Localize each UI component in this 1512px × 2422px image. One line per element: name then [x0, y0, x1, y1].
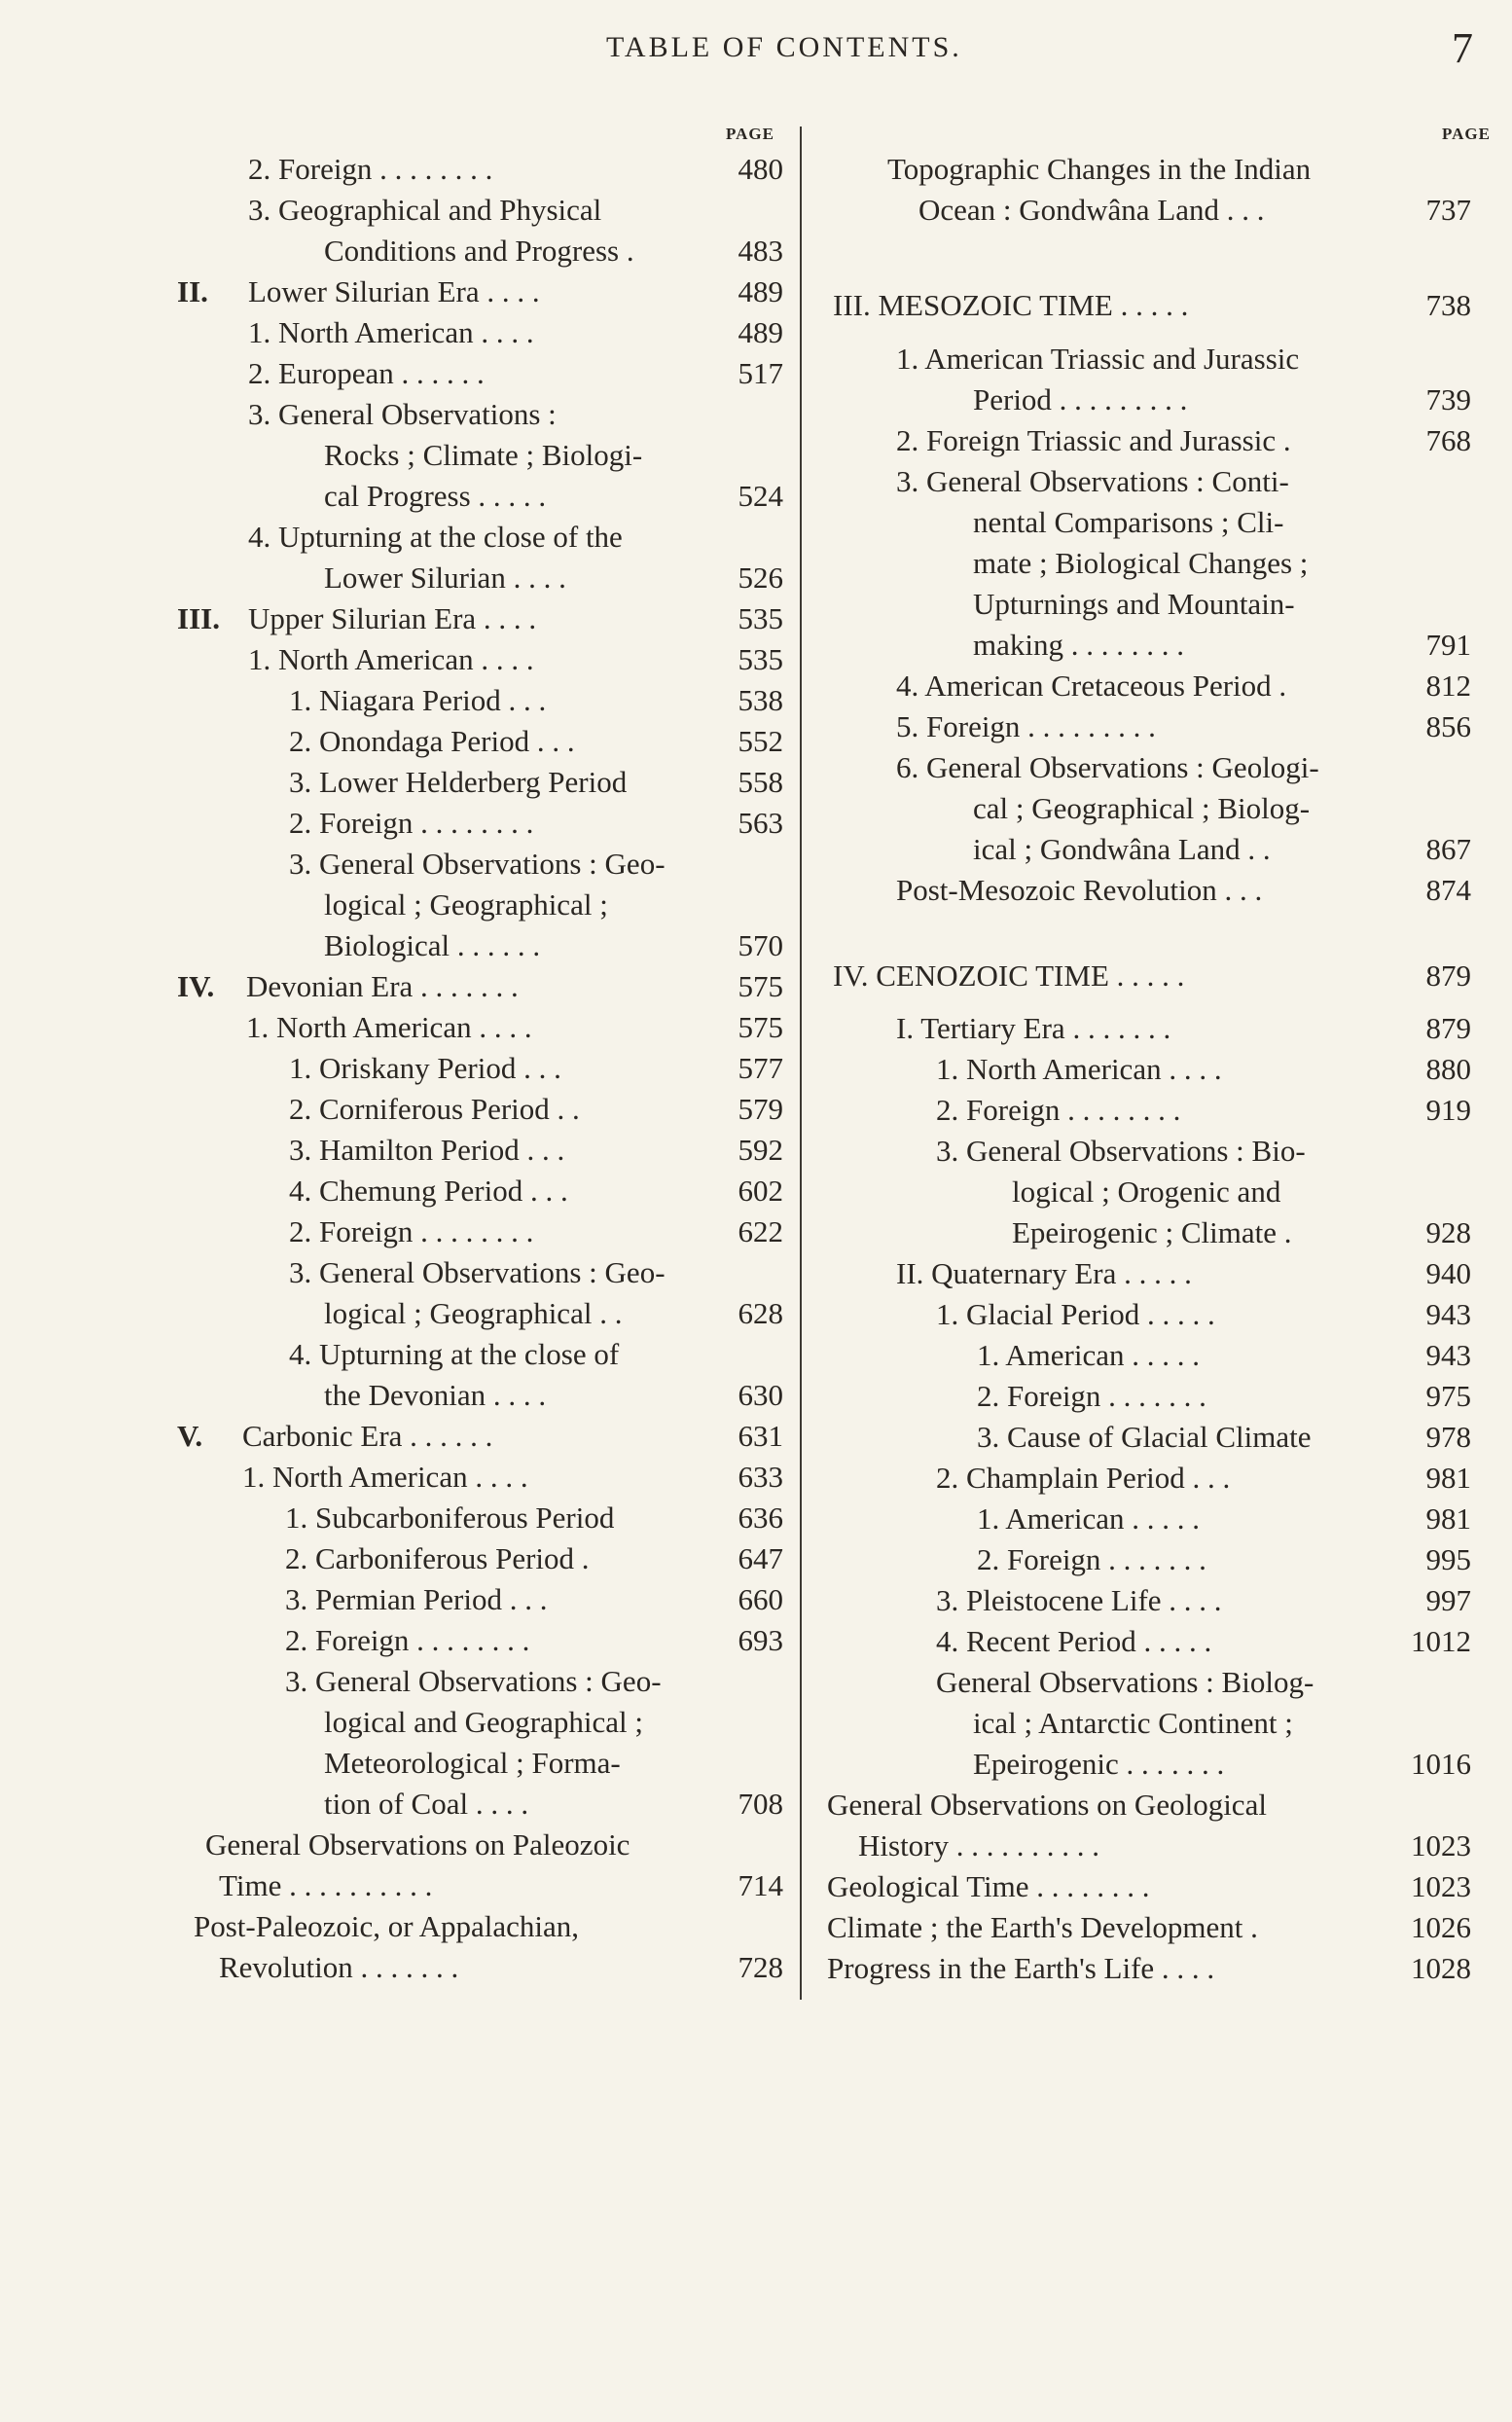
toc-entry-page: 1026 — [1411, 1910, 1471, 1944]
toc-entry-page: 552 — [738, 724, 783, 758]
toc-entry-page: 856 — [1425, 709, 1471, 743]
toc-entry-title: Climate ; the Earth's Development . — [827, 1910, 1258, 1944]
toc-entry-page: 997 — [1425, 1583, 1471, 1617]
toc-entry-title: 4. Upturning at the close of — [289, 1337, 620, 1371]
toc-entry — [0, 1458, 1512, 1499]
toc-entry-page: 708 — [738, 1787, 783, 1821]
toc-entry-title: 1. North American . . . . — [242, 1460, 528, 1494]
toc-entry-title: Conditions and Progress . — [324, 234, 634, 268]
toc-entry-title: 3. General Observations : — [248, 397, 557, 431]
toc-entry-title: Epeirogenic . . . . . . . — [973, 1747, 1225, 1781]
toc-entry-page: 660 — [738, 1582, 783, 1616]
toc-entry-title: 2. Carboniferous Period . — [285, 1541, 590, 1575]
toc-entry-title: Meteorological ; Forma- — [324, 1746, 621, 1780]
toc-entry-page: 563 — [738, 806, 783, 840]
toc-entry-title: Lower Silurian . . . . — [324, 560, 566, 595]
toc-entry — [0, 1621, 1512, 1662]
right-page-label: PAGE — [1442, 125, 1491, 143]
toc-entry-title: 3. Geographical and Physical — [248, 193, 602, 227]
toc-entry — [0, 666, 1512, 706]
toc-entry-title: 1. Niagara Period . . . — [289, 683, 547, 717]
toc-entry — [0, 584, 1512, 625]
toc-entry — [0, 829, 1512, 870]
toc-entry-title: 3. Permian Period . . . — [285, 1582, 548, 1616]
toc-entry-title: Period . . . . . . . . . — [973, 382, 1188, 416]
toc-entry-page: 1028 — [1411, 1951, 1471, 1985]
toc-entry — [0, 1826, 1512, 1866]
toc-entry — [0, 1212, 1512, 1253]
toc-entry-title: Upturnings and Mountain- — [973, 587, 1295, 621]
toc-entry — [0, 870, 1512, 911]
toc-entry-title: 2. Corniferous Period . . — [289, 1092, 580, 1126]
toc-entry-title: ical ; Gondwâna Land . . — [973, 832, 1271, 866]
page-header — [0, 24, 1512, 80]
toc-entry — [0, 1417, 1512, 1458]
toc-entry-page: 867 — [1425, 832, 1471, 866]
toc-entry-page: 928 — [1425, 1215, 1471, 1249]
toc-entry-page: 489 — [738, 274, 783, 308]
toc-entry-title: 1. North American . . . . — [248, 642, 534, 676]
toc-entry — [0, 747, 1512, 788]
toc-entry — [0, 1662, 1512, 1703]
toc-entry-title: mate ; Biological Changes ; — [973, 546, 1309, 580]
toc-entry-page: 1023 — [1411, 1828, 1471, 1862]
toc-entry-title: 2. Foreign . . . . . . . . — [285, 1623, 530, 1657]
toc-entry-page: 739 — [1425, 382, 1471, 416]
toc-entry-title: Geological Time . . . . . . . . — [827, 1869, 1150, 1903]
toc-entry-page: 517 — [738, 356, 783, 390]
toc-entry-title: 3. General Observations : Bio- — [936, 1134, 1306, 1168]
toc-entry-title: General Observations : Biolog- — [936, 1665, 1314, 1699]
toc-entry-page: 943 — [1425, 1338, 1471, 1372]
toc-entry-page: 981 — [1425, 1501, 1471, 1536]
toc-entry-title: Rocks ; Climate ; Biologi- — [324, 438, 643, 472]
toc-entry-title: logical ; Geographical . . — [324, 1296, 623, 1330]
toc-entry-title: nental Comparisons ; Cli- — [973, 505, 1284, 539]
toc-entry-title: 2. Champlain Period . . . — [936, 1461, 1231, 1495]
toc-entry-title: Post-Paleozoic, or Appalachian, — [194, 1909, 580, 1943]
toc-entry-page: 535 — [738, 601, 783, 635]
toc-entry-title: 6. General Observations : Geologi- — [896, 750, 1319, 784]
toc-entry-title: Revolution . . . . . . . — [219, 1950, 459, 1984]
toc-entry — [0, 190, 1512, 231]
toc-entry-title: 2. Foreign . . . . . . . — [977, 1542, 1206, 1576]
toc-entry — [0, 1866, 1512, 1907]
toc-entry — [0, 380, 1512, 420]
toc-entry-title: 4. Chemung Period . . . — [289, 1174, 568, 1208]
toc-entry-page: 575 — [738, 969, 783, 1003]
toc-entry-page: 879 — [1425, 1011, 1471, 1045]
toc-entry-page: 1012 — [1411, 1624, 1471, 1658]
toc-entry-numeral: II. — [177, 274, 208, 308]
toc-entry-page: 714 — [738, 1868, 783, 1902]
toc-entry-title: 2. Onondaga Period . . . — [289, 724, 575, 758]
toc-entry-title: 4. American Cretaceous Period . — [896, 669, 1287, 703]
toc-entry-title: Ocean : Gondwâna Land . . . — [918, 193, 1265, 227]
toc-entry-title: 2. Foreign Triassic and Jurassic . — [896, 423, 1291, 457]
toc-entry-title: 3. Cause of Glacial Climate — [977, 1420, 1312, 1454]
toc-entry — [0, 1335, 1512, 1376]
toc-entry-page: 579 — [738, 1092, 783, 1126]
toc-entry-page: 768 — [1425, 423, 1471, 457]
toc-entry-title: 3. Hamilton Period . . . — [289, 1133, 565, 1167]
toc-entry-page: 622 — [738, 1214, 783, 1248]
toc-entry — [0, 1090, 1512, 1131]
toc-entry-title: IV. CENOZOIC TIME . . . . . — [833, 958, 1185, 993]
toc-entry-page: 526 — [738, 560, 783, 595]
page-number: 7 — [1452, 24, 1473, 72]
toc-entry-page: 631 — [738, 1419, 783, 1453]
toc-entry-page: 538 — [738, 683, 783, 717]
toc-entry-page: 483 — [738, 234, 783, 268]
toc-entry-title: 1. Glacial Period . . . . . — [936, 1297, 1215, 1331]
toc-entry — [0, 420, 1512, 461]
toc-entry-title: Devonian Era . . . . . . . — [246, 969, 519, 1003]
toc-entry-title: 1. American Triassic and Jurassic — [896, 342, 1300, 376]
toc-entry-title: General Observations on Paleozoic — [205, 1827, 630, 1862]
toc-entry-title: Epeirogenic ; Climate . — [1012, 1215, 1292, 1249]
toc-entry-numeral: III. — [177, 601, 220, 635]
toc-entry — [0, 706, 1512, 747]
toc-entry — [0, 1131, 1512, 1172]
toc-entry-title: tion of Coal . . . . — [324, 1787, 529, 1821]
toc-entry-page: 558 — [738, 765, 783, 799]
toc-entry — [0, 285, 1512, 326]
toc-entry-page: 480 — [738, 152, 783, 186]
toc-entry-page: 975 — [1425, 1379, 1471, 1413]
toc-entry-page: 728 — [738, 1950, 783, 1984]
toc-entry-page: 1023 — [1411, 1869, 1471, 1903]
toc-entry — [0, 1948, 1512, 1989]
toc-entry — [0, 231, 1512, 271]
toc-entry — [0, 1008, 1512, 1049]
toc-entry — [0, 1049, 1512, 1090]
toc-entry-title: 1. North American . . . . — [248, 315, 534, 349]
toc-entry-page: 535 — [738, 642, 783, 676]
toc-entry-title: Post-Mesozoic Revolution . . . — [896, 873, 1263, 907]
toc-entry-page: 737 — [1425, 193, 1471, 227]
toc-entry-title: 3. Pleistocene Life . . . . — [936, 1583, 1222, 1617]
toc-entry-title: 3. General Observations : Geo- — [285, 1664, 662, 1698]
toc-entry — [0, 502, 1512, 543]
toc-entry-page: 919 — [1425, 1093, 1471, 1127]
toc-entry-title: 1. North American . . . . — [936, 1052, 1222, 1086]
toc-entry-title: cal Progress . . . . . — [324, 479, 547, 513]
toc-entry-title: making . . . . . . . . — [973, 628, 1184, 662]
toc-entry — [0, 1785, 1512, 1826]
toc-entry-title: Progress in the Earth's Life . . . . — [827, 1951, 1215, 1985]
toc-entry-page: 636 — [738, 1500, 783, 1535]
toc-entry-numeral: V. — [177, 1419, 203, 1453]
toc-entry-title: Biological . . . . . . — [324, 928, 541, 962]
toc-entry-title: 1. American . . . . . — [977, 1338, 1201, 1372]
toc-entry-title: 2. European . . . . . . — [248, 356, 485, 390]
toc-entry-page: 874 — [1425, 873, 1471, 907]
toc-entry-page: 570 — [738, 928, 783, 962]
toc-entry-title: Lower Silurian Era . . . . — [248, 274, 540, 308]
toc-entry — [0, 1580, 1512, 1621]
left-page-label: PAGE — [726, 125, 774, 143]
toc-entry-title: 4. Recent Period . . . . . — [936, 1624, 1212, 1658]
toc-entry-title: III. MESOZOIC TIME . . . . . — [833, 288, 1189, 322]
toc-entry-title: II. Quaternary Era . . . . . — [896, 1256, 1192, 1290]
toc-entry — [0, 461, 1512, 502]
toc-entry — [0, 1744, 1512, 1785]
toc-entry — [0, 956, 1512, 996]
toc-entry-page: 647 — [738, 1541, 783, 1575]
toc-entry-title: 1. Subcarboniferous Period — [285, 1500, 615, 1535]
toc-entry-title: 4. Upturning at the close of the — [248, 520, 623, 554]
toc-entry — [0, 1499, 1512, 1539]
toc-entry-page: 592 — [738, 1133, 783, 1167]
toc-entry-page: 738 — [1425, 288, 1471, 322]
toc-entry — [0, 1539, 1512, 1580]
toc-entry-title: logical ; Geographical ; — [324, 887, 608, 922]
toc-entry — [0, 543, 1512, 584]
running-title: TABLE OF CONTENTS. — [606, 31, 962, 63]
toc-entry-page: 577 — [738, 1051, 783, 1085]
toc-entry-numeral: IV. — [177, 969, 215, 1003]
toc-entry-page: 524 — [738, 479, 783, 513]
toc-entry-title: General Observations on Geological — [827, 1788, 1267, 1822]
toc-entry-page: 602 — [738, 1174, 783, 1208]
toc-entry — [0, 1376, 1512, 1417]
toc-entry-title: Carbonic Era . . . . . . — [242, 1419, 493, 1453]
toc-entry-title: I. Tertiary Era . . . . . . . — [896, 1011, 1171, 1045]
toc-entry-title: 2. Foreign . . . . . . . . — [289, 806, 534, 840]
toc-entry-title: cal ; Geographical ; Biolog- — [973, 791, 1311, 825]
toc-entry-page: 628 — [738, 1296, 783, 1330]
toc-entry-page: 943 — [1425, 1297, 1471, 1331]
toc-entry-page: 940 — [1425, 1256, 1471, 1290]
toc-entry-title: 3. General Observations : Conti- — [896, 464, 1289, 498]
toc-entry-title: ical ; Antarctic Continent ; — [973, 1706, 1293, 1740]
toc-entry-title: 3. Lower Helderberg Period — [289, 765, 628, 799]
toc-entry-page: 880 — [1425, 1052, 1471, 1086]
toc-entry-title: 5. Foreign . . . . . . . . . — [896, 709, 1156, 743]
toc-entry-page: 489 — [738, 315, 783, 349]
toc-entry-title: 2. Foreign . . . . . . . . — [936, 1093, 1181, 1127]
toc-entry-page: 981 — [1425, 1461, 1471, 1495]
toc-entry-page: 879 — [1425, 958, 1471, 993]
toc-entry-page: 791 — [1425, 628, 1471, 662]
toc-entry-page: 633 — [738, 1460, 783, 1494]
toc-entry-page: 812 — [1425, 669, 1471, 703]
toc-entry-title: the Devonian . . . . — [324, 1378, 547, 1412]
toc-entry-title: 1. North American . . . . — [246, 1010, 532, 1044]
toc-entry — [0, 1294, 1512, 1335]
toc-entry-title: logical ; Orogenic and — [1012, 1175, 1281, 1209]
toc-entry-page: 630 — [738, 1378, 783, 1412]
toc-entry — [0, 149, 1512, 190]
toc-entry-title: Topographic Changes in the Indian — [887, 152, 1312, 186]
toc-entry-title: 2. Foreign . . . . . . . — [977, 1379, 1206, 1413]
toc-entry-title: Upper Silurian Era . . . . — [248, 601, 537, 635]
toc-entry-title: 1. American . . . . . — [977, 1501, 1201, 1536]
toc-entry — [0, 339, 1512, 380]
toc-entry — [0, 1907, 1512, 1948]
toc-entry-page: 1016 — [1411, 1747, 1471, 1781]
toc-entry — [0, 1703, 1512, 1744]
toc-entry-title: logical and Geographical ; — [324, 1705, 643, 1739]
toc-entry-page: 693 — [738, 1623, 783, 1657]
toc-entry — [0, 1253, 1512, 1294]
toc-entry-title: 2. Foreign . . . . . . . . — [289, 1214, 534, 1248]
toc-entry-page: 978 — [1425, 1420, 1471, 1454]
toc-entry-title: Time . . . . . . . . . . — [219, 1868, 433, 1902]
toc-entry — [0, 625, 1512, 666]
toc-entry — [0, 788, 1512, 829]
toc-entry-page: 575 — [738, 1010, 783, 1044]
toc-entry-page: 995 — [1425, 1542, 1471, 1576]
toc-entry — [0, 1172, 1512, 1212]
toc-entry-title: 1. Oriskany Period . . . — [289, 1051, 561, 1085]
toc-entry-title: 2. Foreign . . . . . . . . — [248, 152, 493, 186]
toc-entry-title: 3. General Observations : Geo- — [289, 847, 666, 881]
toc-entry-title: History . . . . . . . . . . — [858, 1828, 1099, 1862]
toc-entry-title: 3. General Observations : Geo- — [289, 1255, 666, 1289]
